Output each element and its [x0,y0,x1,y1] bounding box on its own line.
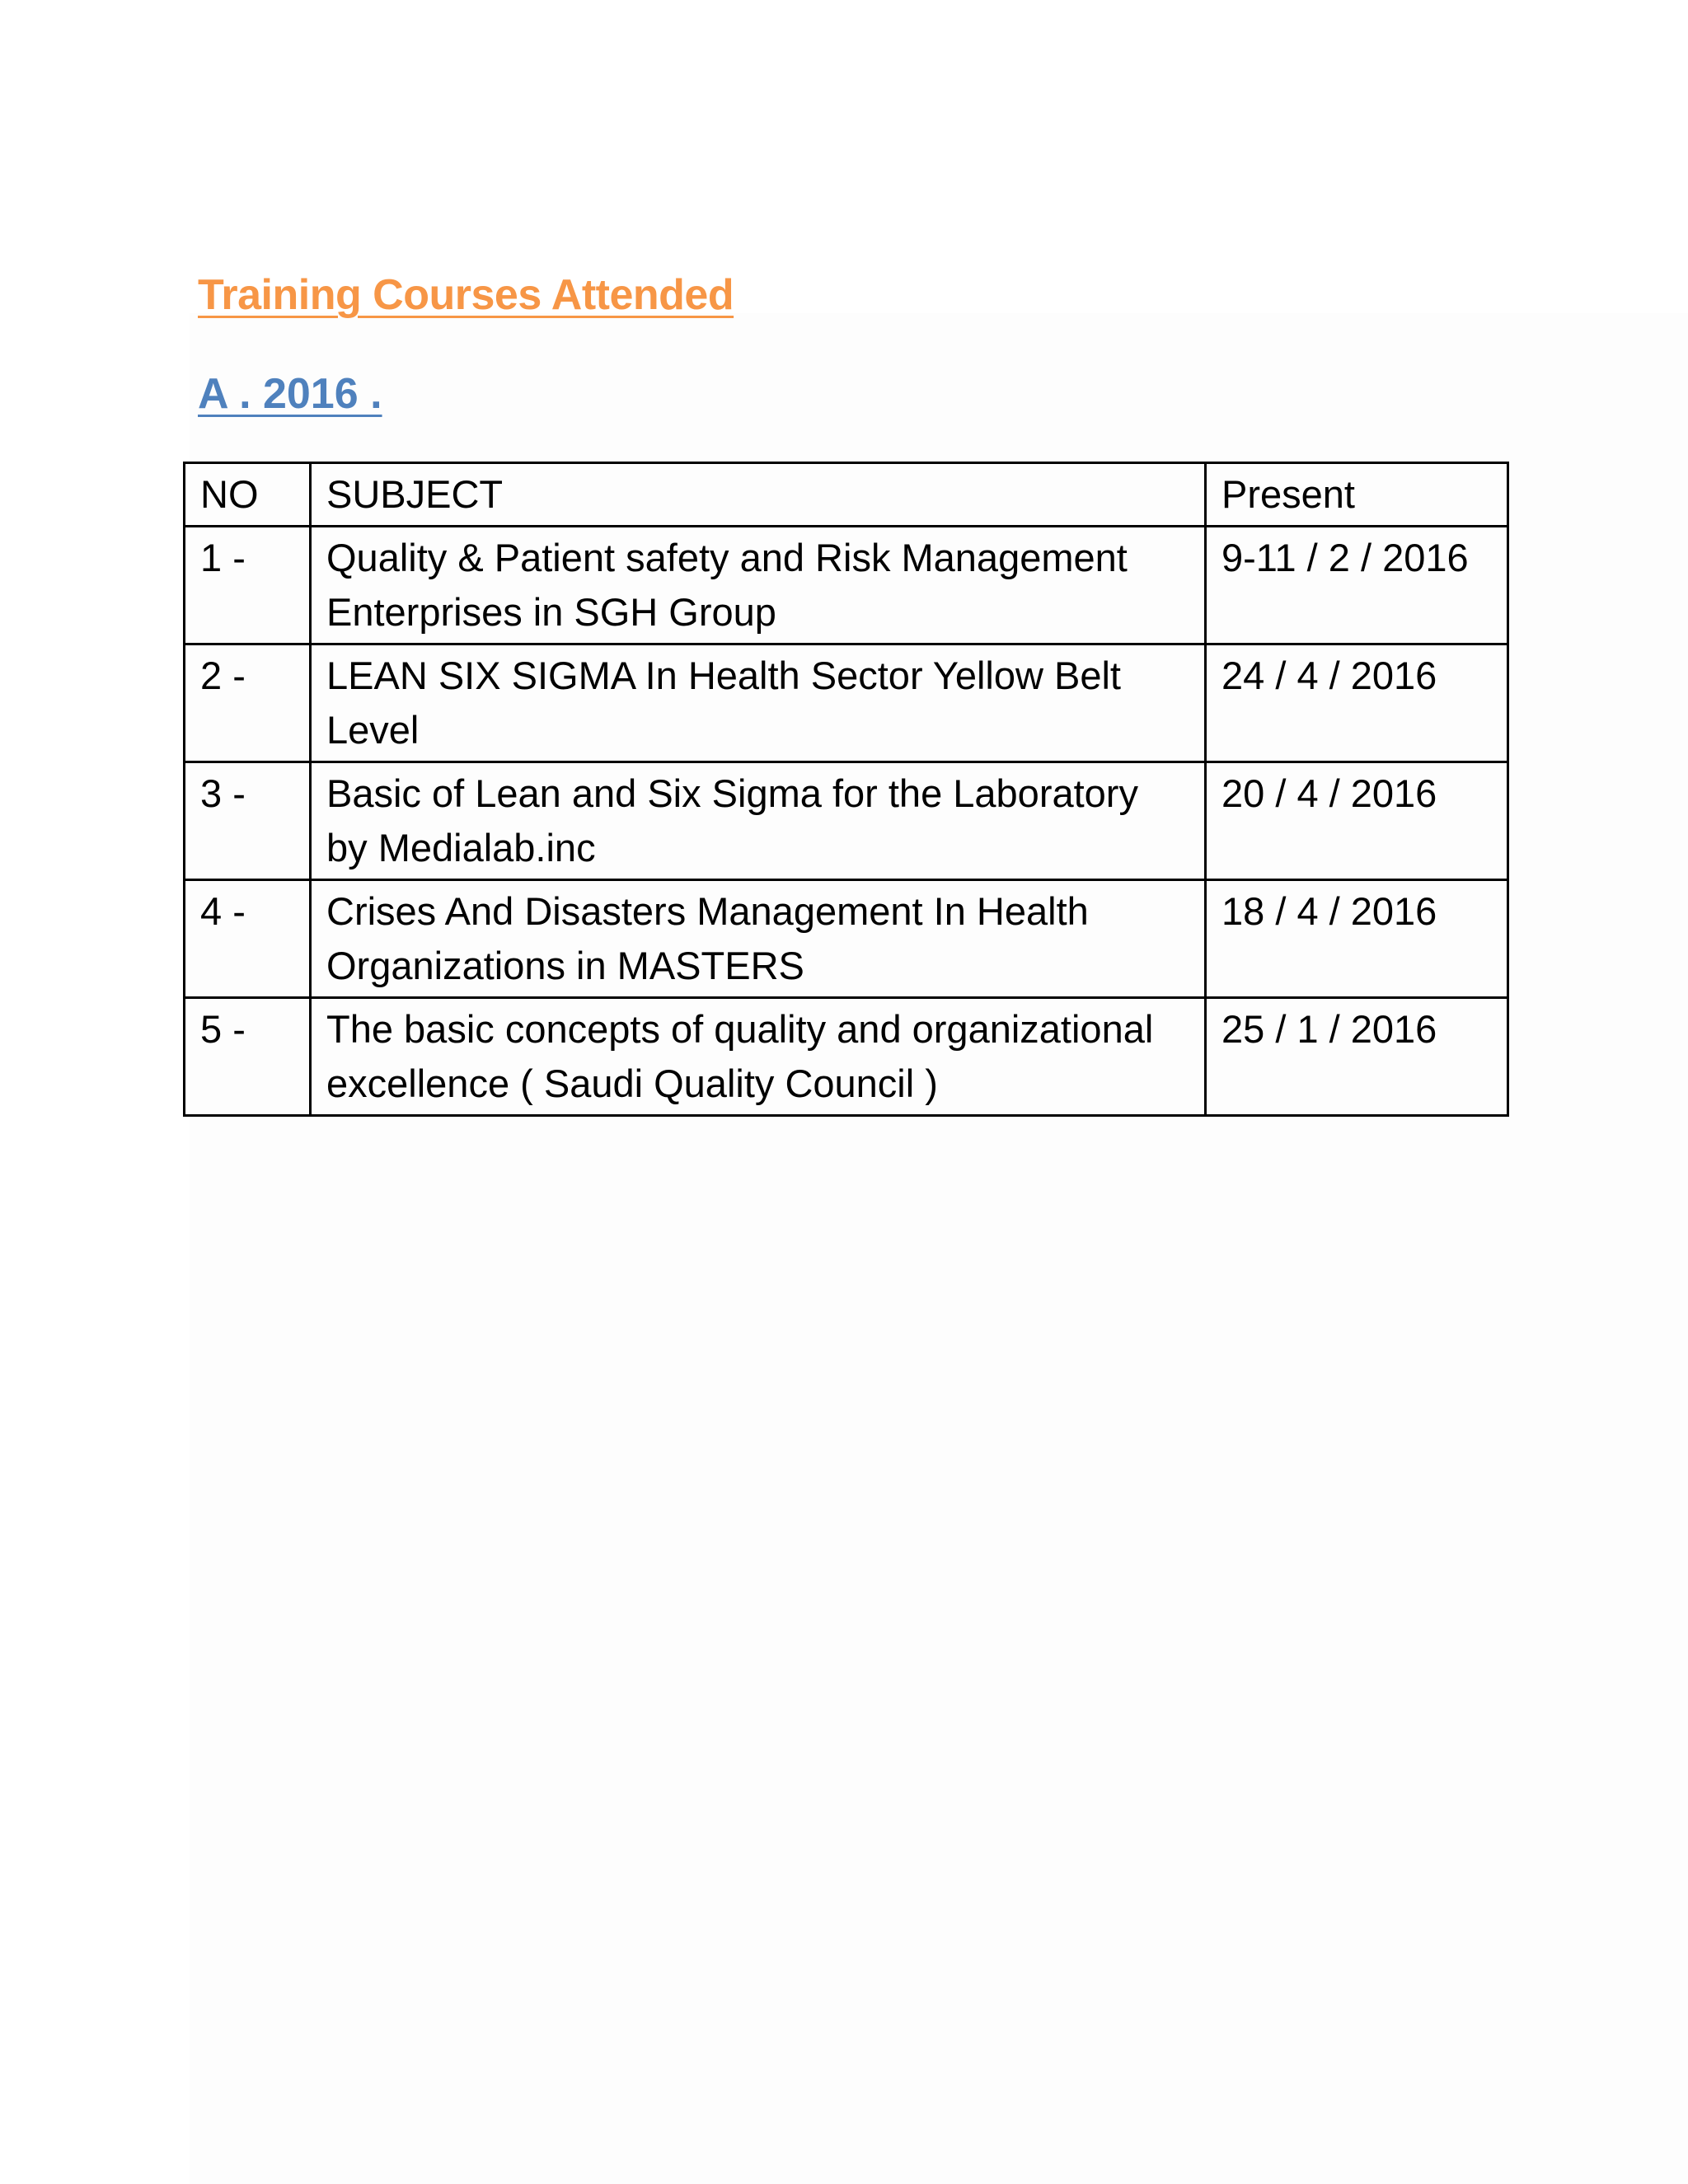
table-row [185,644,1508,762]
cell-no: 2 - [185,644,311,762]
cell-present: 20 / 4 / 2016 [1206,762,1508,880]
page-title: Training Courses Attended [198,271,734,319]
section-heading: A . 2016 . [198,370,382,418]
table-row [185,527,1508,644]
table-row [185,762,1508,880]
header-no: NO [185,463,311,527]
table-row [185,880,1508,998]
table-header-row [185,463,1508,527]
cell-no: 1 - [185,527,311,644]
cell-subject: LEAN SIX SIGMA In Health Sector Yellow Belt Level [311,644,1206,762]
header-subject: SUBJECT [311,463,1206,527]
cell-subject: Basic of Lean and Six Sigma for the Laboratory by Medialab.inc [311,762,1206,880]
cell-present: 18 / 4 / 2016 [1206,880,1508,998]
cell-subject: Quality & Patient safety and Risk Management Enterprises in SGH Group [311,527,1206,644]
cell-present: 9-11 / 2 / 2016 [1206,527,1508,644]
cell-present: 25 / 1 / 2016 [1206,998,1508,1116]
cell-no: 4 - [185,880,311,998]
cell-no: 3 - [185,762,311,880]
cell-present: 24 / 4 / 2016 [1206,644,1508,762]
courses-table [183,462,1509,1117]
cell-subject: Crises And Disasters Management In Health Organizations in MASTERS [311,880,1206,998]
table-row [185,998,1508,1116]
cell-subject: The basic concepts of quality and organizational excellence ( Saudi Quality Council ) [311,998,1206,1116]
header-present: Present [1206,463,1508,527]
cell-no: 5 - [185,998,311,1116]
